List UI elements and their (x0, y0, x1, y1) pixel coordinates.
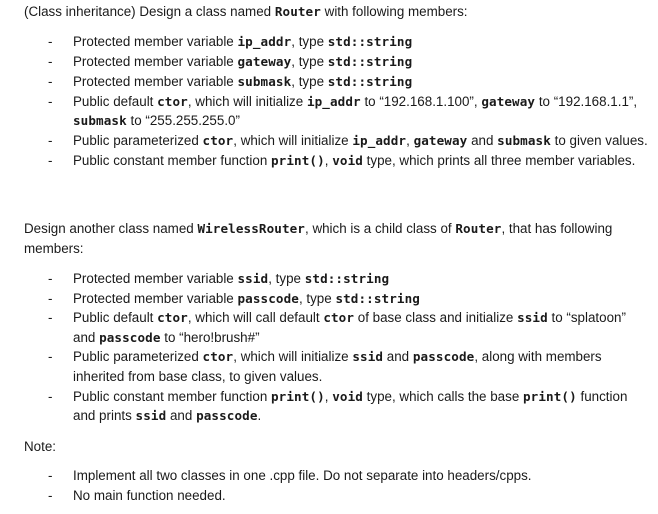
code-term: submask (73, 113, 127, 129)
code-term: passcode (237, 290, 299, 306)
code-term: submask (237, 73, 292, 89)
list-item (48, 308, 648, 347)
item-text: . (257, 408, 262, 424)
router-members-list (48, 32, 648, 171)
code-term: void (332, 153, 363, 169)
list-item (48, 32, 648, 52)
list-item (48, 92, 648, 131)
code-term: ssid (517, 310, 548, 326)
item-text: , type (291, 53, 328, 69)
note-label-text: Note: (24, 439, 57, 454)
intro-class-name: Router (274, 4, 321, 19)
item-text: Public parameterized (73, 349, 203, 365)
item-text: and (383, 349, 413, 365)
list-item (48, 466, 648, 486)
list-item (48, 72, 648, 92)
code-term: submask (497, 133, 551, 149)
item-text: , along with members inherited from base class, to given values. (73, 349, 602, 384)
code-term: print() (270, 388, 325, 404)
code-term: ip_addr (306, 93, 361, 109)
item-text: Protected member variable (73, 34, 238, 49)
code-term: std::string (327, 34, 413, 49)
item-text: , which will initialize (187, 93, 307, 109)
code-term: ip_addr (352, 133, 407, 149)
code-term: passcode (196, 408, 258, 424)
second-text-e: , that has following members: (24, 221, 613, 256)
item-text: to “255.255.255.0” (126, 113, 240, 129)
item-text: to “192.168.1.100”, (360, 93, 482, 109)
code-term: std::string (335, 290, 420, 306)
code-term: ip_addr (237, 34, 292, 49)
list-item (48, 486, 648, 506)
item-text: , (406, 133, 414, 149)
list-item (48, 289, 648, 309)
code-term: ctor (157, 310, 188, 326)
code-term: passcode (412, 349, 475, 365)
item-text: , type (268, 271, 305, 286)
code-term: ctor (157, 93, 188, 109)
code-term: ctor (202, 133, 234, 149)
item-text: , which will call default (187, 310, 324, 326)
item-text: Protected member variable (73, 53, 238, 69)
list-item (48, 131, 648, 151)
item-text: to “splatoon” and (73, 310, 626, 345)
code-term: print() (270, 153, 325, 169)
item-text: to “hero!brush#” (160, 329, 260, 345)
item-text: Public default (73, 93, 158, 109)
item-text: No main function needed. (73, 487, 226, 503)
list-item (48, 269, 648, 289)
item-text: Protected member variable (73, 290, 238, 306)
item-text: Public constant member function (73, 388, 271, 404)
note-list (48, 466, 648, 505)
item-text: , type (291, 34, 328, 49)
intro-text-a: (Class inheritance) Design a class named (24, 4, 275, 19)
item-text: type, which prints all three member variables. (362, 153, 636, 169)
item-text: , which will initialize (233, 133, 353, 149)
intro-text-c: with following members: (320, 4, 468, 19)
code-term: ssid (135, 408, 167, 424)
item-text: , type (298, 290, 336, 306)
item-text: Public constant member function (73, 153, 271, 169)
code-term: void (332, 388, 363, 404)
item-text: function and prints (73, 388, 628, 424)
second-text-c: , which is a child class of (305, 221, 456, 236)
item-text: Protected member variable (73, 73, 238, 89)
second-base-class: Router (455, 221, 502, 236)
code-term: ctor (202, 349, 234, 365)
item-text: , (324, 388, 333, 404)
code-term: ctor (323, 310, 355, 326)
item-text: , (324, 153, 333, 169)
code-term: print() (522, 388, 577, 404)
second-text-a: Design another class named (24, 221, 198, 236)
intro-paragraph (24, 2, 650, 22)
item-text: to given values. (550, 133, 648, 149)
item-text: Public parameterized (73, 133, 203, 149)
item-text: of base class and initialize (354, 310, 518, 326)
code-term: ssid (352, 349, 384, 365)
code-term: std::string (304, 271, 390, 286)
code-term: passcode (99, 329, 161, 345)
code-term: std::string (327, 53, 413, 69)
code-term: ssid (237, 271, 269, 286)
list-item (48, 347, 648, 386)
list-item (48, 151, 648, 171)
list-item (48, 387, 648, 426)
list-item (48, 52, 648, 72)
item-text: Protected member variable (73, 271, 238, 286)
item-text: type, which calls the base (362, 388, 523, 404)
item-text: and (467, 133, 498, 149)
wireless-members-list (48, 269, 648, 426)
item-text: and (166, 408, 197, 424)
item-text: , type (291, 73, 328, 89)
code-term: gateway (237, 53, 292, 69)
note-label (24, 437, 650, 457)
second-class-name: WirelessRouter (197, 221, 305, 236)
item-text: Implement all two classes in one .cpp file. Do not separate into headers/cpps. (73, 468, 532, 483)
code-term: std::string (327, 73, 413, 89)
second-paragraph (24, 219, 650, 259)
item-text: to “192.168.1.1”, (535, 93, 638, 109)
item-text: Public default (73, 310, 158, 326)
code-term: gateway (413, 133, 468, 149)
code-term: gateway (481, 93, 536, 109)
item-text: , which will initialize (233, 349, 353, 365)
